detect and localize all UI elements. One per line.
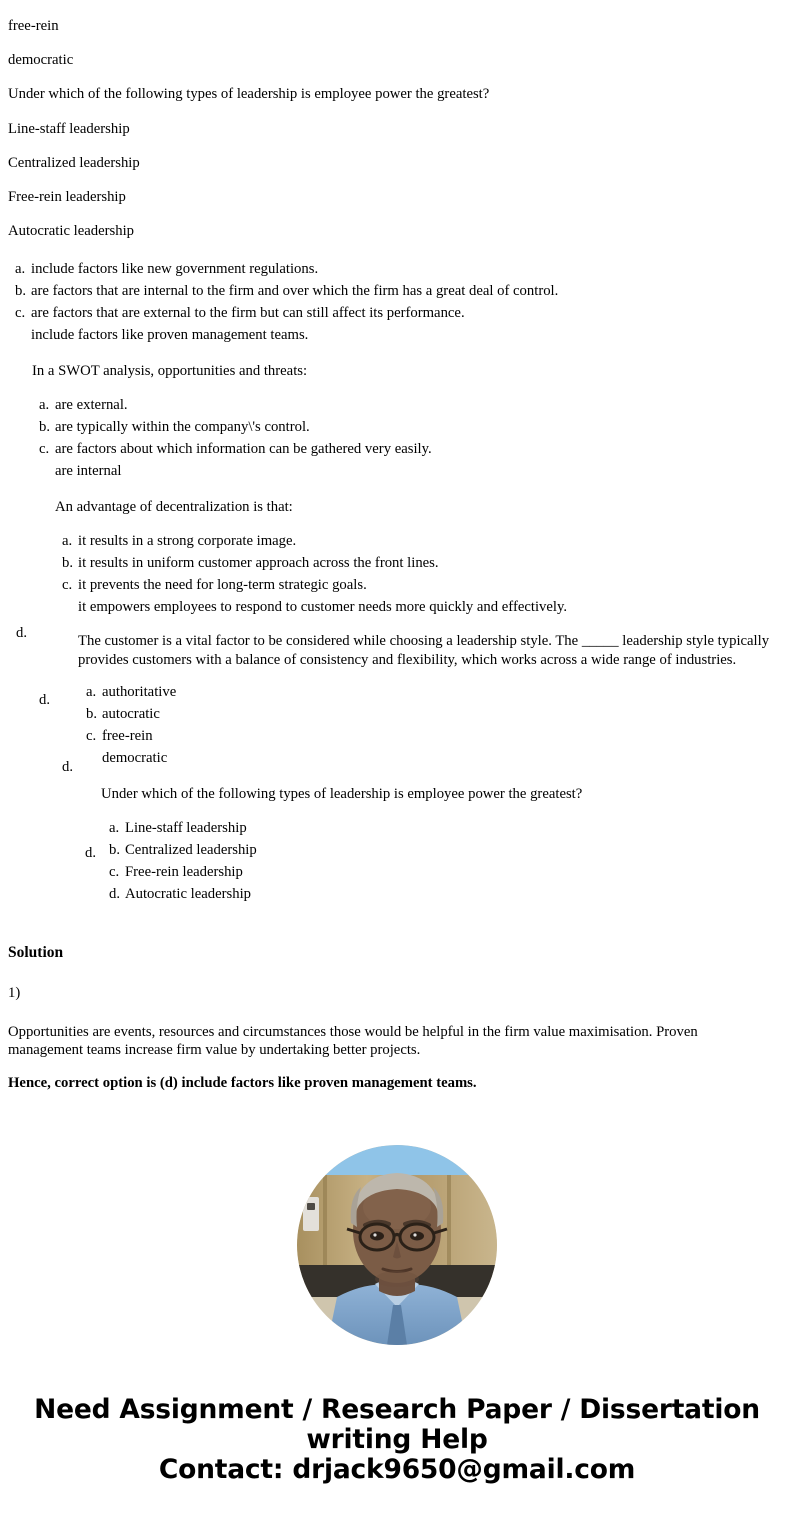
option-marker: a.: [39, 397, 50, 414]
option-marker: c.: [15, 305, 26, 322]
top-line: democratic: [8, 52, 74, 69]
option-item[interactable]: [62, 574, 794, 596]
option-item[interactable]: [15, 302, 794, 324]
question-stem-customer: The customer is a vital factor to be considered while choosing a leadership style. The _____ leadership style typically provides customers with a balance of consistency and flexibility, which works across a wide range of industries.: [78, 633, 770, 668]
option-label: are factors that are external to the firm but can still affect its performance.: [31, 305, 465, 322]
option-label: free-rein: [102, 728, 153, 745]
footer-line-2: writing Help: [306, 1424, 488, 1456]
option-marker: c.: [39, 441, 50, 458]
option-label: Free-rein leadership: [125, 864, 243, 881]
option-marker: a.: [86, 684, 97, 701]
option-marker: b.: [39, 419, 51, 436]
option-marker: b.: [109, 842, 121, 859]
option-marker: a.: [15, 261, 26, 278]
orphan-option-marker-d: d.: [16, 625, 28, 641]
orphan-option-marker-d: d.: [39, 692, 51, 708]
option-item[interactable]: [39, 438, 794, 460]
option-list-block1: [15, 258, 794, 346]
option-label: Line-staff leadership: [125, 820, 247, 837]
option-list-block4: [86, 681, 794, 769]
option-item[interactable]: [62, 552, 794, 574]
solution-conclusion: Hence, correct option is (d) include factors like proven management teams.: [8, 1074, 477, 1091]
top-line-question: Under which of the following types of leadership is employee power the greatest?: [8, 86, 490, 103]
option-label: are typically within the company\'s control.: [55, 419, 310, 436]
option-list-block2: [39, 394, 794, 482]
option-marker: b.: [86, 706, 98, 723]
question-stem-swot: In a SWOT analysis, opportunities and threats:: [32, 363, 308, 380]
top-line: Centralized leadership: [8, 154, 140, 171]
option-marker: a.: [109, 820, 120, 837]
solution-number: 1): [8, 984, 21, 1001]
solution-section: [0, 945, 794, 1090]
option-item[interactable]: [86, 725, 794, 747]
solution-body: Opportunities are events, resources and circumstances those would be helpful in the firm value maximisation. Proven management teams increase firm value by undertaking better projects.: [8, 1023, 698, 1059]
solution-heading: Solution: [8, 944, 64, 962]
profile-photo: [297, 1145, 497, 1345]
footer-line-1: Need Assignment / Research Paper / Dissertation: [34, 1394, 760, 1426]
option-label: it empowers employees to respond to customer needs more quickly and effectively.: [78, 599, 568, 616]
option-marker: a.: [62, 533, 73, 550]
option-item[interactable]: [109, 861, 794, 883]
top-line: Line-staff leadership: [8, 120, 130, 137]
top-line: free-rein: [8, 18, 59, 34]
option-item[interactable]: [15, 258, 794, 280]
option-item[interactable]: [15, 280, 794, 302]
option-marker: c.: [86, 728, 97, 745]
option-label: it results in uniform customer approach across the front lines.: [78, 555, 439, 572]
option-item[interactable]: [62, 596, 794, 618]
option-label: are factors that are internal to the firm and over which the firm has a great deal of control.: [31, 283, 559, 300]
option-list-block5: [109, 817, 794, 905]
option-item[interactable]: [109, 839, 794, 861]
option-marker: c.: [62, 577, 73, 594]
option-item[interactable]: [86, 703, 794, 725]
option-marker: b.: [15, 283, 27, 300]
footer-advertisement: [0, 1395, 794, 1485]
option-label: are external.: [55, 397, 128, 414]
option-item[interactable]: [86, 747, 794, 769]
option-list-block3: [62, 530, 794, 618]
footer-contact: Contact: drjack9650@gmail.com: [158, 1454, 636, 1486]
option-label: include factors like proven management teams.: [31, 327, 309, 344]
option-label: it prevents the need for long-term strategic goals.: [78, 577, 367, 594]
option-label: Centralized leadership: [125, 842, 257, 859]
option-marker: b.: [62, 555, 74, 572]
profile-photo-container: [0, 1145, 794, 1345]
question-stem-employee-power: Under which of the following types of leadership is employee power the greatest?: [101, 786, 583, 803]
orphan-option-marker-d: d.: [85, 845, 97, 861]
option-label: include factors like new government regulations.: [31, 261, 319, 278]
option-item[interactable]: [86, 681, 794, 703]
option-label: autocratic: [102, 706, 160, 723]
option-marker: c.: [109, 864, 120, 881]
option-item[interactable]: [109, 883, 794, 905]
option-item[interactable]: [15, 324, 794, 346]
option-label: authoritative: [102, 684, 177, 701]
option-item[interactable]: [62, 530, 794, 552]
top-line: Autocratic leadership: [8, 223, 135, 240]
orphan-option-marker-d: d.: [62, 759, 74, 775]
question-stem-decentralization: An advantage of decentralization is that:: [55, 499, 293, 516]
option-item[interactable]: [109, 817, 794, 839]
top-line: Free-rein leadership: [8, 189, 126, 206]
option-item[interactable]: [39, 416, 794, 438]
option-label: are internal: [55, 463, 122, 480]
option-label: democratic: [102, 750, 168, 767]
option-label: it results in a strong corporate image.: [78, 533, 297, 550]
option-label: are factors about which information can be gathered very easily.: [55, 441, 432, 458]
option-label: Autocratic leadership: [125, 886, 252, 903]
option-item[interactable]: [39, 460, 794, 482]
option-item[interactable]: [39, 394, 794, 416]
option-marker: d.: [109, 886, 121, 903]
top-lines-block: [0, 0, 794, 239]
